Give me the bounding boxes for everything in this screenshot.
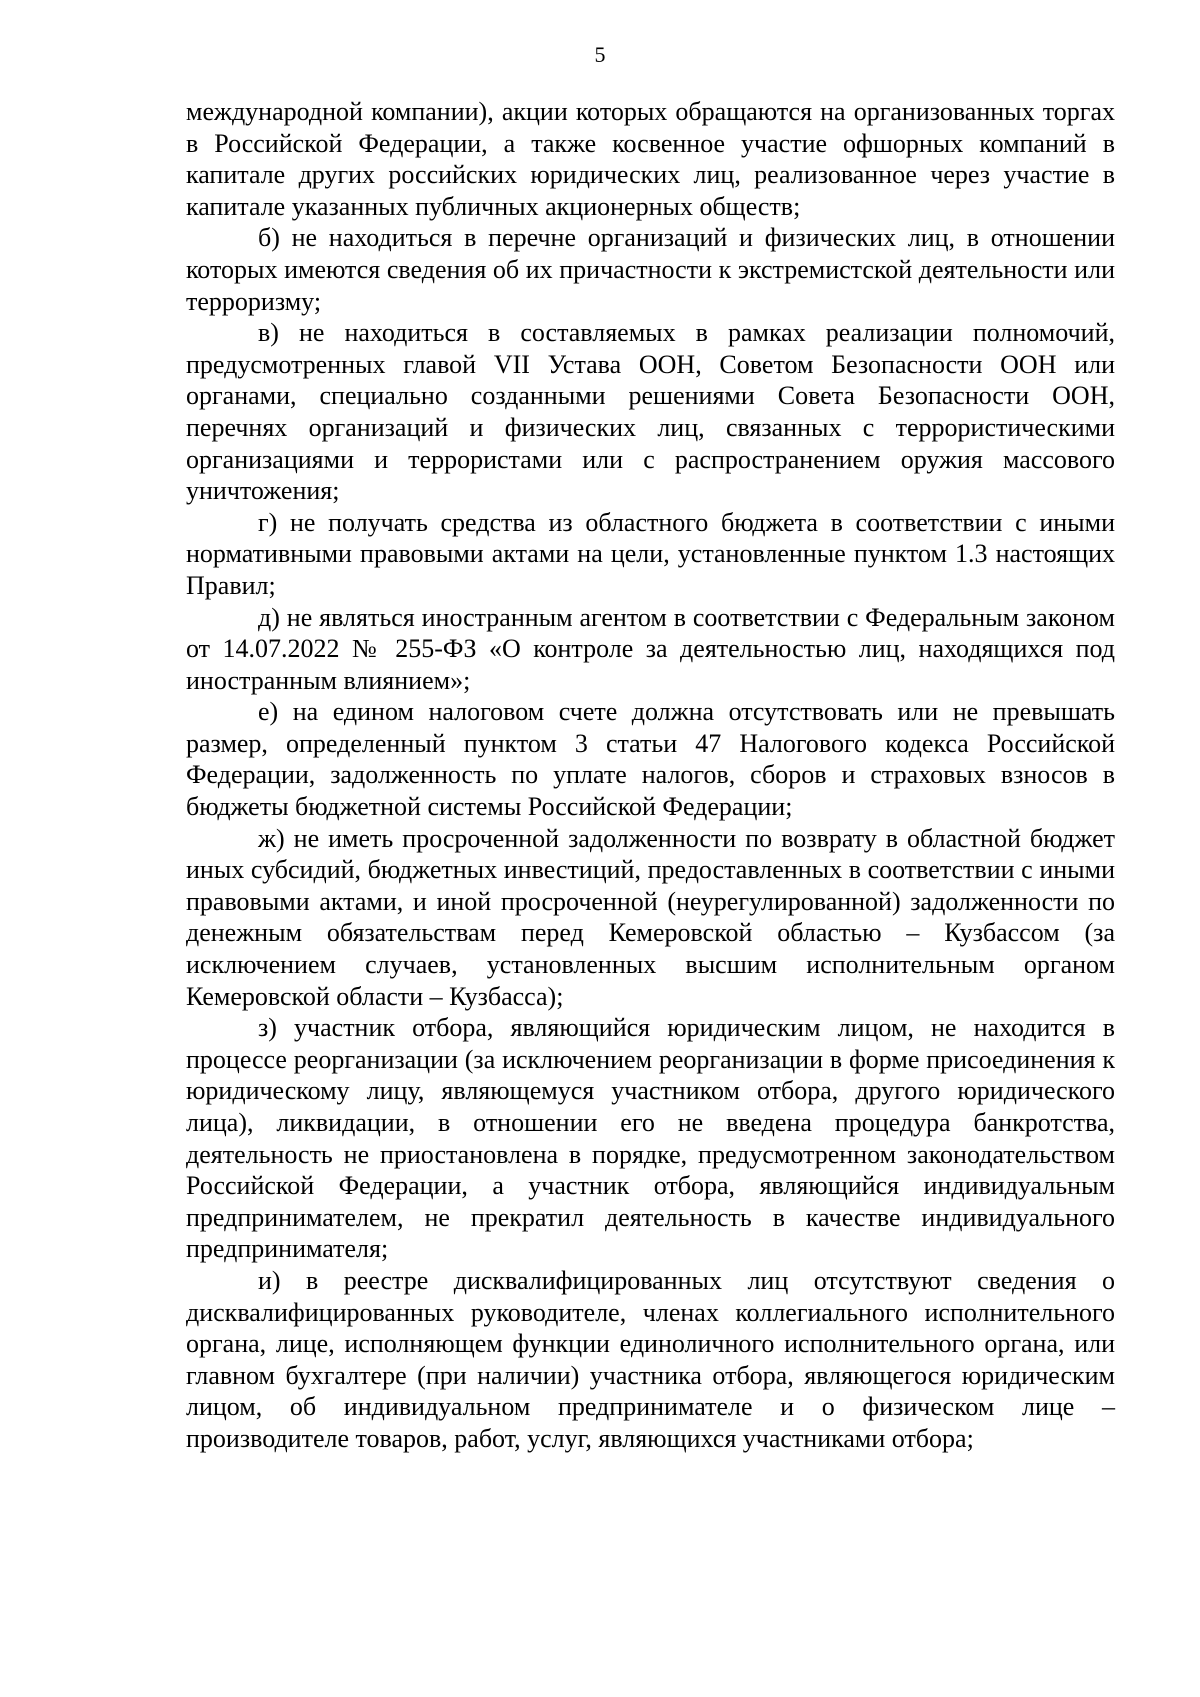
paragraph-item-z: з) участник отбора, являющийся юридическим лицом, не находится в процессе реорганизации (за исключением реорганизации в форме присоединения к юридическому лицу, являющемуся участником отбора, другого юридического лица), ликвидации, в отношении его не введена процедура банкротства, деятельность не приостановлена в порядке, предусмотренном законодательством Российской Федерации, а участник отбора, являющийся индивидуальным предпринимателем, не прекратил деятельность в качестве индивидуального предпринимателя; <box>186 1013 1115 1264</box>
paragraph-continuation: международной компании), акции которых обращаются на организованных торгах в Российской Федерации, а также косвенное участие офшорных компаний в капитале других российских юридических лиц, реализованное через участие в капитале указанных публичных акционерных обществ; <box>186 97 1115 221</box>
document-body <box>186 96 1115 1455</box>
paragraph-item-v: в) не находиться в составляемых в рамках реализации полномочий, предусмотренных главой VII Устава ООН, Советом Безопасности ООН или органами, специально созданными решениями Совета Безопасности ООН, перечнях организаций и физических лиц, связанных с террористическими организациями и террористами или с распространением оружия массового уничтожения; <box>186 318 1115 506</box>
paragraph-item-i: и) в реестре дисквалифицированных лиц отсутствуют сведения о дисквалифицированных руководителе, членах коллегиального исполнительного органа, лице, исполняющем функции единоличного исполнительного органа, или главном бухгалтере (при наличии) участника отбора, являющегося юридическим лицом, об индивидуальном предпринимателе и о физическом лице – производителе товаров, работ, услуг, являющихся участниками отбора; <box>186 1265 1115 1453</box>
paragraph-item-b: б) не находиться в перечне организаций и физических лиц, в отношении которых имеются сведения об их причастности к экстремистской деятельности или терроризму; <box>186 223 1115 316</box>
paragraph-item-e: е) на едином налоговом счете должна отсутствовать или не превышать размер, определенный пунктом 3 статьи 47 Налогового кодекса Российской Федерации, задолженность по уплате налогов, сборов и страховых взносов в бюджеты бюджетной системы Российской Федерации; <box>186 697 1115 822</box>
paragraph-item-zh: ж) не иметь просроченной задолженности по возврату в областной бюджет иных субсидий, бюджетных инвестиций, предоставленных в соответствии с иными правовыми актами, и иной просроченной (неурегулированной) задолженности по денежным обязательствам перед Кемеровской областью – Кузбассом (за исключением случаев, установленных высшим исполнительным органом Кемеровской области – Кузбасса); <box>186 823 1115 1011</box>
paragraph-item-d: д) не являться иностранным агентом в соответствии с Федеральным законом от 14.07.2022 № 255-ФЗ «О контроле за деятельностью лиц, находящихся под иностранным влиянием»; <box>186 602 1115 695</box>
page-number: 5 <box>594 42 606 67</box>
paragraph-item-g: г) не получать средства из областного бюджета в соответствии с иными нормативными правовыми актами на цели, установленные пунктом 1.3 настоящих Правил; <box>186 507 1115 600</box>
